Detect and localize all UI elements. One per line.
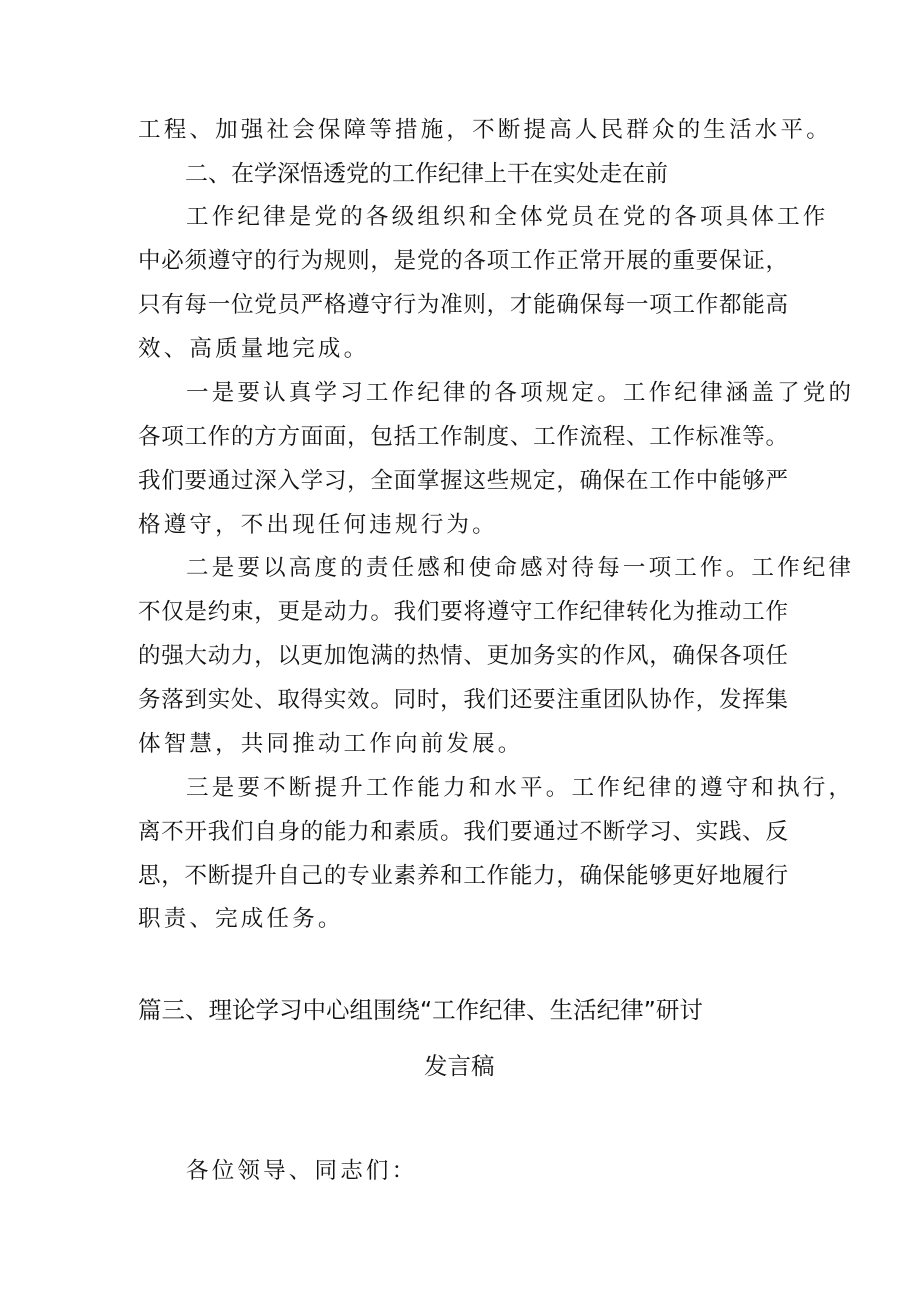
article-three-title-line-1: 篇三、理论学习中心组围绕“工作纪律、生活纪律”研讨 bbox=[138, 996, 703, 1024]
paragraph-2-line-2: 各项工作的方方面面，包括工作制度、工作流程、工作标准等。 bbox=[138, 424, 788, 450]
paragraph-1-line-2: 中必须遵守的行为规则，是党的各项工作正常开展的重要保证， bbox=[138, 248, 788, 274]
paragraph-4-line-4: 职责、完成任务。 bbox=[138, 906, 344, 932]
section-two-heading: 二、在学深悟透党的工作纪律上干在实处走在前 bbox=[185, 161, 668, 187]
paragraph-1-line-4: 效、高质量地完成。 bbox=[138, 336, 370, 362]
paragraph-2-line-3: 我们要通过深入学习，全面掌握这些规定，确保在工作中能够严 bbox=[138, 468, 788, 494]
paragraph-3-line-5: 体智慧，共同推动工作向前发展。 bbox=[138, 731, 524, 757]
carryover-line: 工程、加强社会保障等措施，不断提高人民群众的生活水平。 bbox=[138, 117, 832, 143]
paragraph-3-line-1: 二是要以高度的责任感和使命感对待每一项工作。工作纪律 bbox=[186, 555, 855, 581]
paragraph-3-line-3: 的强大动力，以更加饱满的热情、更加务实的作风，确保各项任 bbox=[138, 643, 788, 669]
paragraph-4-line-1: 三是要不断提升工作能力和水平。工作纪律的遵守和执行， bbox=[186, 775, 855, 801]
paragraph-3-line-4: 务落到实处、取得实效。同时，我们还要注重团队协作，发挥集 bbox=[138, 687, 788, 713]
paragraph-2-line-1: 一是要认真学习工作纪律的各项规定。工作纪律涵盖了党的 bbox=[186, 380, 855, 406]
paragraph-2-line-4: 格遵守，不出现任何违规行为。 bbox=[138, 512, 498, 538]
paragraph-3-line-2: 不仅是约束，更是动力。我们要将遵守工作纪律转化为推动工作 bbox=[138, 599, 788, 625]
paragraph-1-line-1: 工作纪律是党的各级组织和全体党员在党的各项具体工作 bbox=[186, 204, 829, 230]
paragraph-4-line-2: 离不开我们自身的能力和素质。我们要通过不断学习、实践、反 bbox=[138, 819, 788, 845]
article-three-title-line-2: 发言稿 bbox=[424, 1052, 495, 1080]
paragraph-1-line-3: 只有每一位党员严格遵守行为准则，才能确保每一项工作都能高 bbox=[138, 292, 788, 318]
salutation: 各位领导、同志们： bbox=[186, 1158, 418, 1184]
paragraph-4-line-3: 思，不断提升自己的专业素养和工作能力，确保能够更好地履行 bbox=[138, 863, 788, 889]
